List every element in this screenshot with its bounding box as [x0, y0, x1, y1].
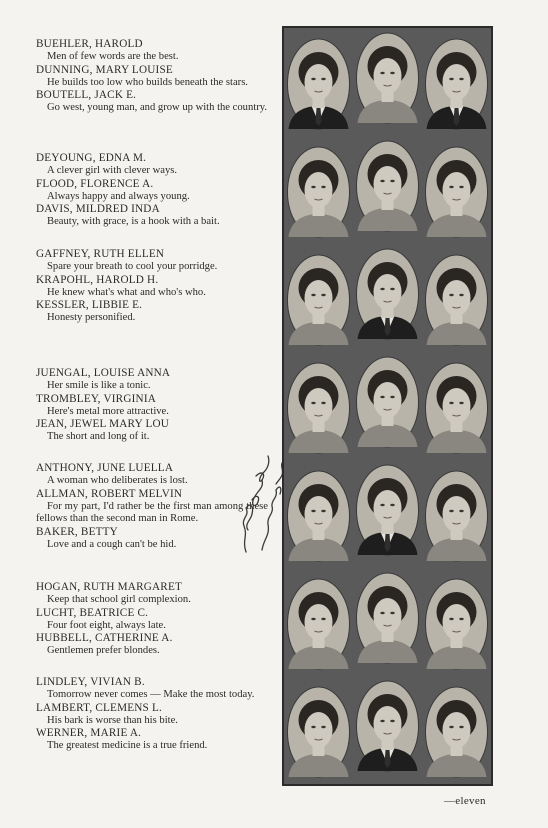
- student-portrait: [426, 147, 488, 237]
- student-group: [36, 152, 268, 229]
- student-entry: [36, 203, 268, 229]
- student-quote: A woman who deliberates is lost.: [47, 475, 188, 486]
- student-portrait: [426, 255, 488, 345]
- student-quote: Beauty, with grace, is a hook with a bait.: [47, 216, 220, 227]
- student-entry: [36, 89, 268, 115]
- student-portrait: [426, 579, 488, 669]
- student-quote: Love and a cough can't be hid.: [47, 538, 177, 550]
- student-portrait: [426, 39, 488, 129]
- student-portrait: [288, 39, 350, 129]
- student-name: ALLMAN, ROBERT MELVIN: [36, 487, 183, 500]
- student-name: TROMBLEY, VIRGINIA: [36, 392, 157, 405]
- student-name: LINDLEY, VIVIAN B.: [36, 676, 145, 688]
- student-name: LAMBERT, CLEMENS L.: [36, 701, 162, 714]
- student-group: [36, 367, 268, 444]
- student-entry: [36, 676, 268, 702]
- student-portrait: [288, 363, 350, 453]
- student-name: FLOOD, FLORENCE A.: [36, 177, 154, 190]
- student-entry: [36, 702, 268, 728]
- student-portrait: [357, 465, 419, 555]
- student-portrait: [288, 147, 350, 237]
- student-name: DUNNING, MARY LOUISE: [36, 63, 173, 76]
- student-name: BOUTELL, JACK E.: [36, 89, 137, 101]
- student-name: HUBBELL, CATHERINE A.: [36, 632, 173, 644]
- page-number: —eleven: [444, 795, 486, 807]
- student-entry: [36, 607, 268, 633]
- student-quote: Tomorrow never comes — Make the most today.: [47, 689, 255, 700]
- student-portrait: [357, 573, 419, 663]
- student-entry: [36, 299, 268, 325]
- student-portrait: [426, 363, 488, 453]
- student-entry: [36, 152, 268, 178]
- student-quote: Gentlemen prefer blondes.: [47, 645, 160, 656]
- student-entry: [36, 393, 268, 419]
- student-quote: Four foot eight, always late.: [47, 619, 166, 631]
- student-quote: His bark is worse than his bite.: [47, 714, 178, 726]
- student-portrait: [288, 687, 350, 777]
- student-name: GAFFNEY, RUTH ELLEN: [36, 248, 165, 260]
- student-quote: Men of few words are the best.: [47, 51, 179, 62]
- student-name: BUEHLER, HAROLD: [36, 38, 143, 50]
- student-entry: [36, 727, 268, 753]
- student-quote: Here's metal more attractive.: [47, 405, 169, 417]
- student-name: BAKER, BETTY: [36, 525, 118, 538]
- student-name: LUCHT, BEATRICE C.: [36, 606, 149, 619]
- student-quote: Go west, young man, and grow up with the country.: [47, 102, 267, 113]
- student-quote: Always happy and always young.: [47, 190, 190, 202]
- student-portrait: [357, 141, 419, 231]
- student-name: JEAN, JEWEL MARY LOU: [36, 418, 170, 430]
- student-quote: Keep that school girl complexion.: [47, 594, 191, 605]
- student-name: JUENGAL, LOUISE ANNA: [36, 367, 171, 379]
- student-portrait: [357, 249, 419, 339]
- student-quote: The greatest medicine is a true friend.: [47, 740, 208, 751]
- student-entry: [36, 38, 268, 64]
- student-quote: He knew what's what and who's who.: [47, 286, 206, 298]
- student-group: [36, 581, 268, 658]
- student-quote: Spare your breath to cool your porridge.: [47, 261, 218, 272]
- student-name: KRAPOHL, HAROLD H.: [36, 273, 159, 286]
- student-quote: For my part, I'd rather be the first man among these fellows than the second man in Rome.: [36, 500, 268, 524]
- student-name: DEYOUNG, EDNA M.: [36, 152, 147, 164]
- student-entry: [36, 248, 268, 274]
- student-entry: [36, 178, 268, 204]
- student-entry: [36, 274, 268, 300]
- student-quote: He builds too low who builds beneath the stars.: [47, 76, 248, 88]
- student-name: HOGAN, RUTH MARGARET: [36, 581, 183, 593]
- student-portrait: [288, 579, 350, 669]
- student-name: KESSLER, LIBBIE E.: [36, 299, 143, 311]
- student-name: DAVIS, MILDRED INDA: [36, 203, 160, 215]
- student-quote: Honesty personified.: [47, 312, 136, 323]
- student-quote: A clever girl with clever ways.: [47, 165, 178, 176]
- student-portrait: [288, 471, 350, 561]
- student-portrait: [288, 255, 350, 345]
- student-portrait: [426, 687, 488, 777]
- student-group: [36, 248, 268, 325]
- student-quote: Her smile is like a tonic.: [47, 380, 151, 391]
- student-portrait: [357, 33, 419, 123]
- student-name: ANTHONY, JUNE LUELLA: [36, 462, 174, 474]
- student-group: [36, 676, 268, 753]
- portrait-panel: [282, 26, 493, 786]
- student-entry: [36, 581, 268, 607]
- student-entry: [36, 64, 268, 90]
- student-entry: [36, 367, 268, 393]
- student-group: [36, 38, 268, 115]
- student-name: WERNER, MARIE A.: [36, 727, 142, 739]
- student-entry: [36, 632, 268, 658]
- student-quote: The short and long of it.: [47, 431, 150, 442]
- student-portrait: [357, 681, 419, 771]
- student-portrait: [426, 471, 488, 561]
- student-portrait: [357, 357, 419, 447]
- portrait-grid: [284, 28, 491, 784]
